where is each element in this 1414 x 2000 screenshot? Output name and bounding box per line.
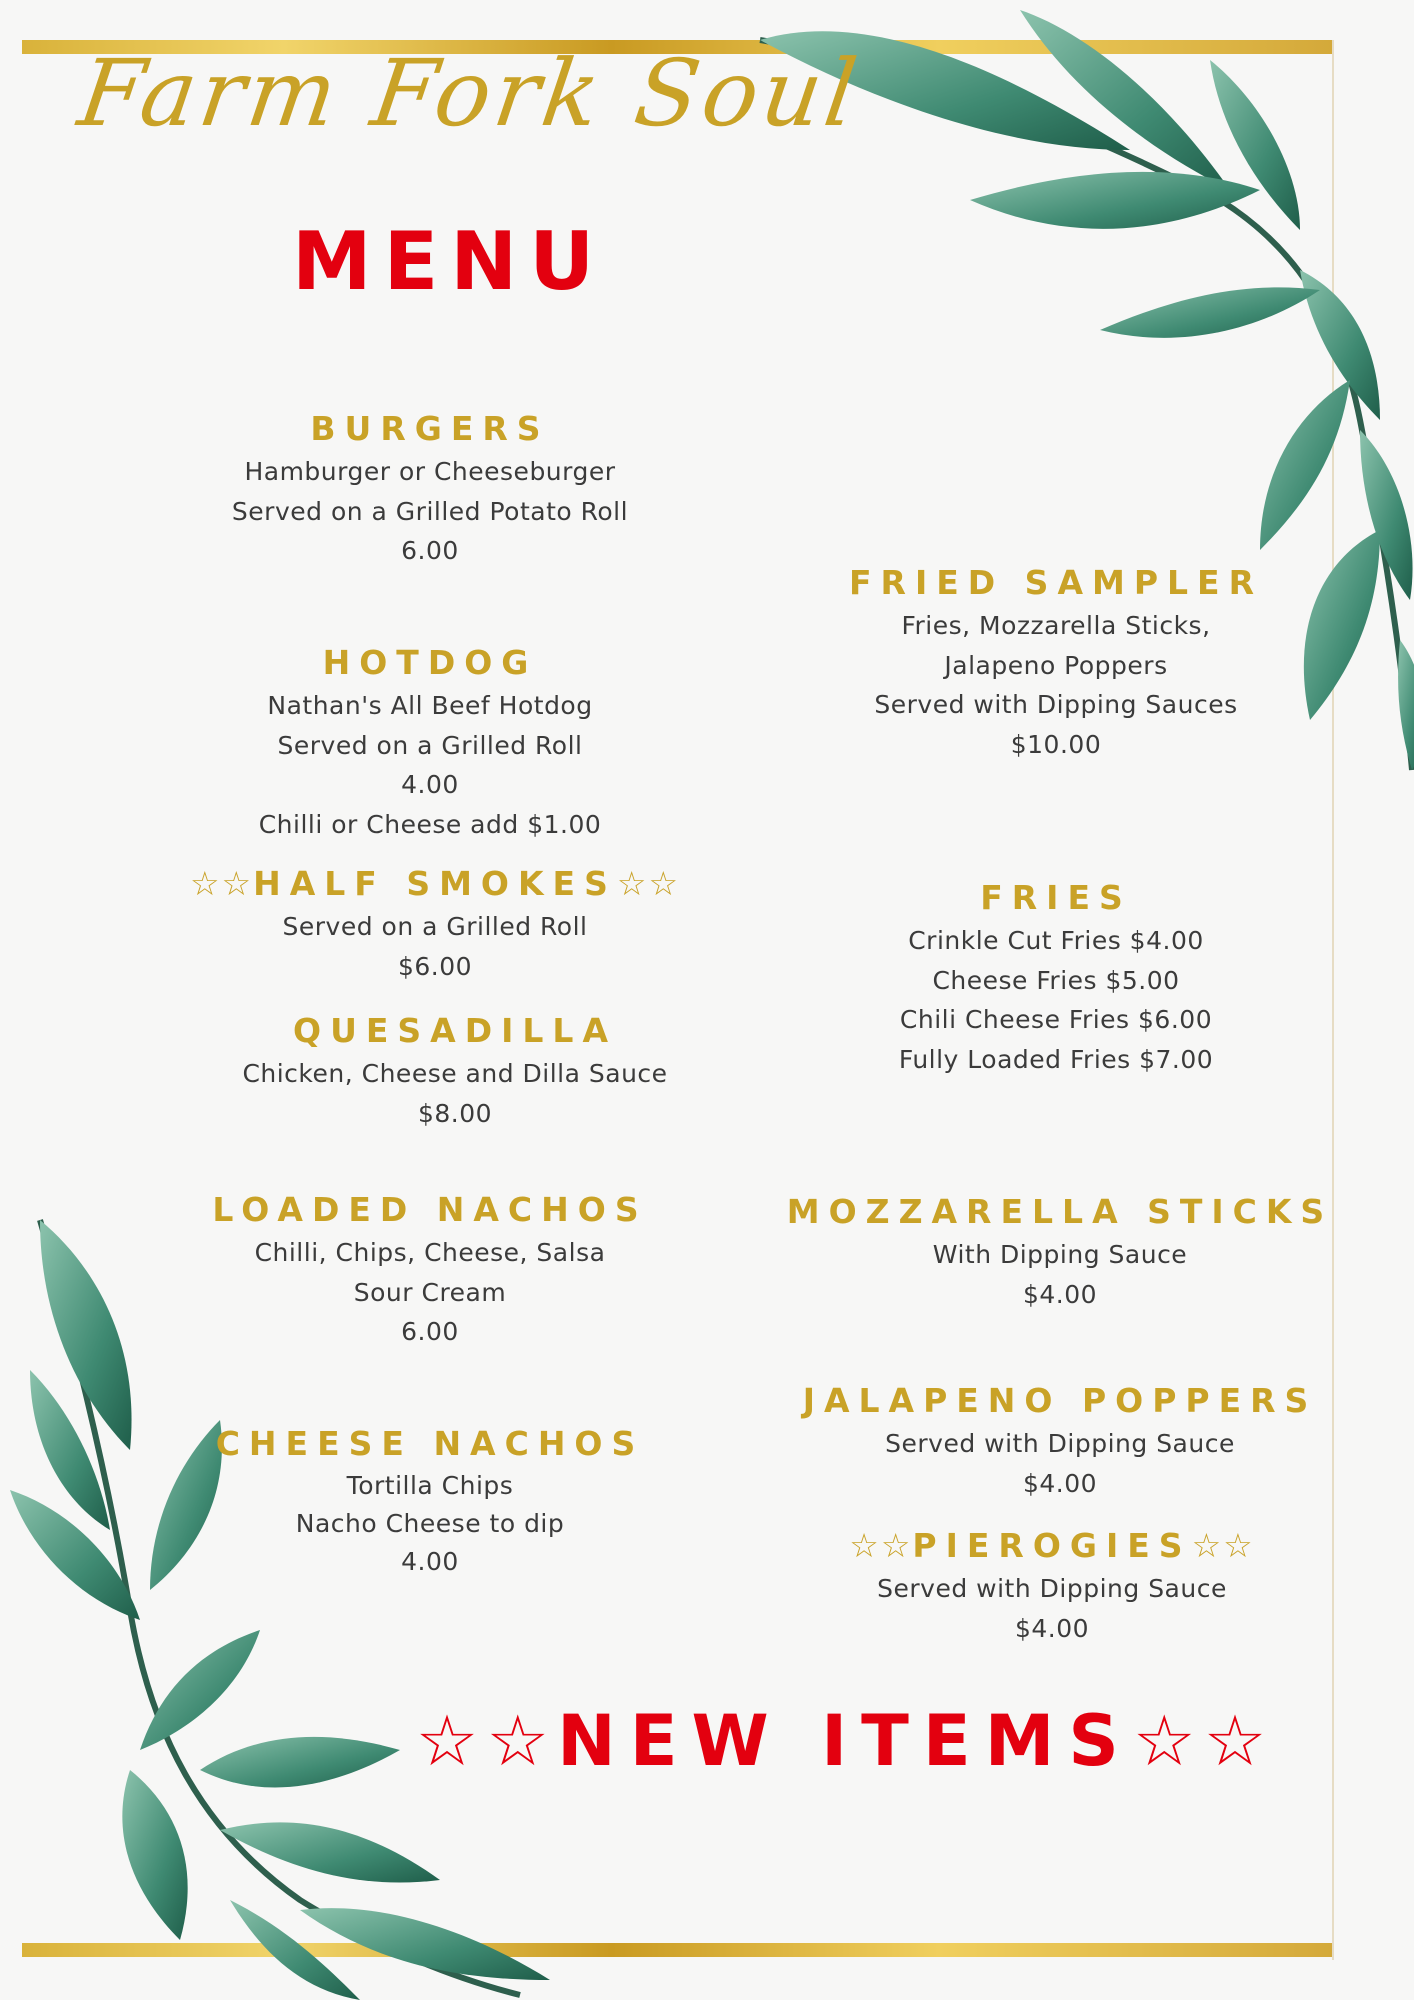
section-heading-row	[130, 861, 740, 907]
item-line: Chilli or Cheese add $1.00	[258, 809, 602, 839]
item-line: Fully Loaded Fries $7.00	[898, 1044, 1214, 1074]
section-hotdog	[130, 640, 730, 844]
section-burgers	[130, 406, 730, 571]
item-price: $6.00	[397, 951, 473, 981]
item-line: Served with Dipping Sauce	[885, 1429, 1235, 1458]
section-heading: HALF SMOKES	[253, 864, 617, 903]
section-heading: CHEESE NACHOS	[215, 1424, 645, 1463]
section-heading: PIEROGIES	[912, 1526, 1192, 1565]
item-price: $10.00	[1010, 729, 1102, 759]
item-line: Chicken, Cheese and Dilla Sauce	[242, 1059, 668, 1088]
item-line: Nathan's All Beef Hotdog	[267, 691, 593, 720]
item-line: Served with Dipping Sauce	[877, 1574, 1227, 1603]
section-heading: LOADED NACHOS	[212, 1190, 648, 1229]
item-line: Crinkle Cut Fries $4.00	[908, 926, 1204, 955]
section-jalapeno-poppers	[760, 1378, 1360, 1503]
section-heading: JALAPENO POPPERS	[802, 1381, 1318, 1420]
item-line: Served on a Grilled Potato Roll	[231, 496, 629, 526]
item-price: 4.00	[401, 770, 459, 799]
item-line: Tortilla Chips	[346, 1471, 514, 1500]
item-line: Jalapeno Poppers	[944, 650, 1168, 680]
section-quesadilla	[155, 1008, 755, 1133]
new-items-label: NEW ITEMS	[557, 1700, 1133, 1782]
star-outline-icon: ☆☆	[1132, 1700, 1275, 1782]
section-fried-sampler	[756, 560, 1356, 764]
item-line: Chilli, Chips, Cheese, Salsa	[254, 1238, 606, 1267]
item-line: Hamburger or Cheeseburger	[244, 457, 616, 486]
item-line: Sour Cream	[353, 1277, 507, 1307]
item-price: 4.00	[401, 1547, 459, 1576]
section-heading: BURGERS	[310, 409, 550, 448]
star-outline-icon: ☆☆	[849, 1526, 913, 1565]
item-price: $4.00	[1022, 1279, 1098, 1309]
item-line: Cheese Fries $5.00	[932, 965, 1180, 995]
item-price: $4.00	[1014, 1613, 1090, 1643]
star-outline-icon: ☆☆	[1191, 1526, 1255, 1565]
item-line: Served with Dipping Sauces	[874, 690, 1238, 719]
item-line: Fries, Mozzarella Sticks,	[901, 611, 1211, 640]
item-line: Served on a Grilled Roll	[282, 912, 588, 941]
section-heading: FRIED SAMPLER	[849, 563, 1263, 602]
section-loaded-nachos	[130, 1187, 730, 1352]
section-heading: MOZZARELLA STICKS	[786, 1192, 1334, 1231]
menu-title: MENU	[292, 215, 607, 308]
restaurant-name: Farm Fork Soul	[72, 40, 867, 147]
item-price: 6.00	[401, 1317, 459, 1346]
section-heading-row	[752, 1523, 1352, 1569]
section-heading: QUESADILLA	[293, 1011, 617, 1050]
star-outline-icon: ☆☆	[415, 1700, 558, 1782]
star-outline-icon: ☆☆	[189, 864, 254, 903]
section-pierogies	[752, 1523, 1352, 1648]
item-price: $4.00	[1022, 1468, 1098, 1498]
section-heading: FRIES	[980, 878, 1132, 917]
item-line: Served on a Grilled Roll	[277, 730, 583, 760]
section-heading: HOTDOG	[322, 643, 538, 682]
section-fries	[756, 875, 1356, 1079]
section-half-smokes	[130, 861, 740, 986]
section-mozzarella-sticks	[760, 1189, 1360, 1314]
item-line: With Dipping Sauce	[932, 1240, 1188, 1269]
item-price: $8.00	[417, 1098, 493, 1128]
item-price: 6.00	[401, 536, 459, 565]
section-cheese-nachos	[130, 1421, 730, 1581]
new-items-banner	[395, 1700, 1295, 1782]
item-line: Chili Cheese Fries $6.00	[899, 1005, 1213, 1034]
item-line: Nacho Cheese to dip	[295, 1509, 565, 1538]
star-outline-icon: ☆☆	[616, 864, 681, 903]
